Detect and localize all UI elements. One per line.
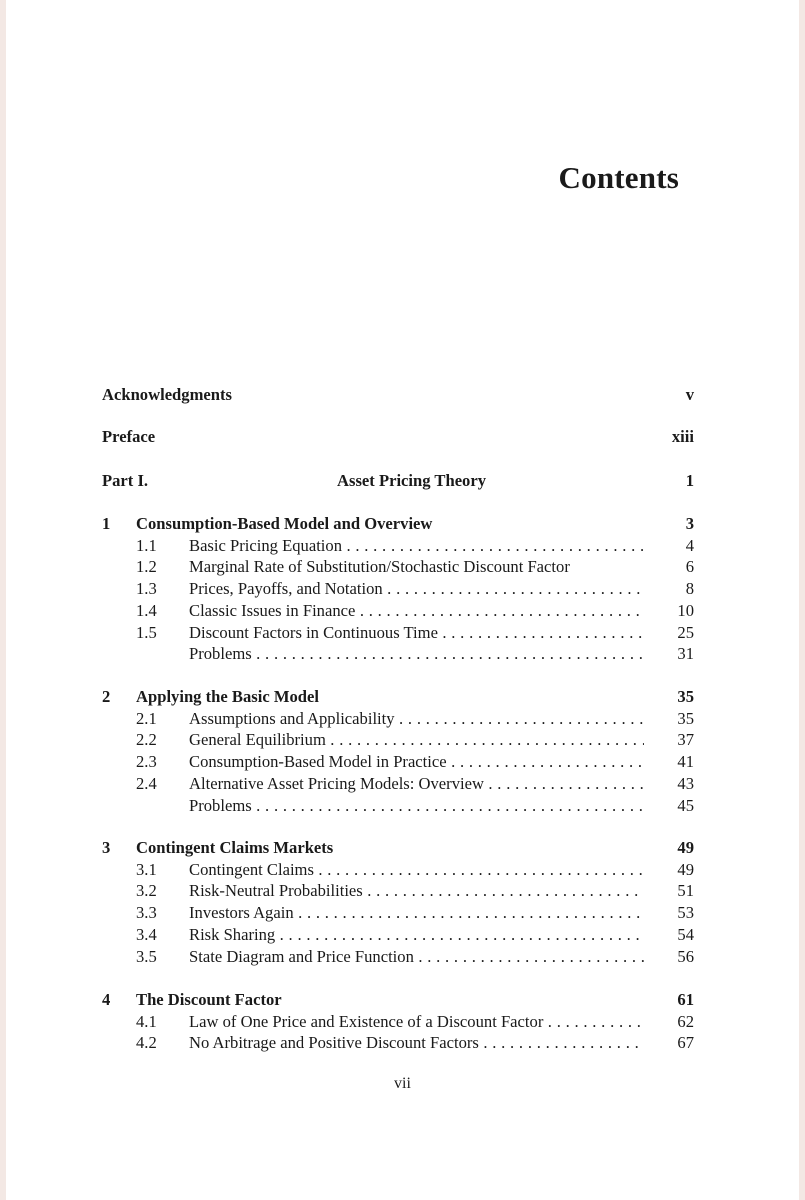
section-page: 43: [677, 773, 694, 793]
toc-chapter-1: [102, 513, 694, 535]
entry-label: Acknowledgments: [102, 385, 232, 404]
section-number: 2.2: [136, 730, 157, 750]
toc-section-entry: [102, 859, 694, 881]
chapter-page: 61: [677, 990, 694, 1009]
section-title: Risk-Neutral Probabilities . . .: [189, 880, 644, 902]
section-title: Risk Sharing . . .: [189, 924, 644, 946]
section-page: 8: [685, 579, 694, 599]
entry-label: Preface: [102, 427, 156, 446]
section-number: 1.2: [136, 557, 157, 577]
toc-section-entry: [102, 773, 694, 795]
section-page: 53: [677, 903, 694, 923]
section-number: 1.4: [136, 600, 157, 620]
toc-section-entry: [102, 924, 694, 946]
section-title: Investors Again . . .: [189, 902, 644, 924]
chapter-page: 49: [677, 838, 694, 857]
chapter-number: 4: [102, 990, 111, 1009]
part-label: Part I.: [102, 471, 149, 490]
section-number: 2.1: [136, 708, 157, 728]
section-number: 2.4: [136, 773, 157, 793]
part-title: Asset Pricing Theory: [337, 471, 487, 490]
section-number: 3.2: [136, 881, 157, 901]
section-page: 62: [677, 1011, 694, 1031]
toc-entry-preface: [102, 426, 694, 448]
toc-section-entry: [102, 946, 694, 968]
toc-chapter-4: [102, 989, 694, 1011]
section-number: 1.5: [136, 622, 157, 642]
chapter-title: Contingent Claims Markets: [136, 838, 334, 857]
toc-section-entry: [102, 600, 694, 622]
section-page: 35: [677, 708, 694, 728]
section-page: 54: [677, 924, 694, 944]
section-page: 51: [677, 881, 694, 901]
section-title: Contingent Claims . . .: [189, 859, 644, 881]
toc-entry-acknowledgments: [102, 384, 694, 406]
page-folio: vii: [394, 1075, 411, 1092]
section-page: 6: [685, 557, 694, 577]
toc-section-entry: [102, 622, 694, 644]
section-title: Basic Pricing Equation . . .: [189, 535, 644, 557]
section-number: 1.1: [136, 535, 157, 555]
section-page: 25: [677, 622, 694, 642]
chapter-number: 3: [102, 838, 111, 857]
section-number: 1.3: [136, 579, 157, 599]
toc-section-entry: [102, 729, 694, 751]
table-of-contents: [102, 0, 694, 1200]
section-title: Problems . . .: [189, 643, 644, 665]
section-title: Law of One Price and Existence of a Discount Factor . . .: [189, 1011, 644, 1033]
section-number: 3.1: [136, 859, 157, 879]
section-title: Discount Factors in Continuous Time . . .: [189, 622, 644, 644]
toc-part-heading: [102, 470, 694, 492]
toc-section-entry: [102, 578, 694, 600]
toc-section-entry: [102, 902, 694, 924]
chapter-title: Applying the Basic Model: [136, 687, 320, 706]
section-title: Problems . . .: [189, 795, 644, 817]
section-title: Classic Issues in Finance . . .: [189, 600, 644, 622]
entry-page: xiii: [671, 427, 694, 446]
section-page: 41: [677, 752, 694, 772]
section-number: 4.2: [136, 1033, 157, 1053]
section-number: 2.3: [136, 752, 157, 772]
toc-section-entry: [102, 795, 694, 817]
chapter-page: 35: [677, 687, 694, 706]
section-number: 3.5: [136, 946, 157, 966]
section-page: 56: [677, 946, 694, 966]
section-page: 4: [685, 535, 694, 555]
chapter-number: 1: [102, 514, 111, 533]
section-page: 45: [677, 795, 694, 815]
chapter-title: The Discount Factor: [136, 990, 282, 1009]
toc-section-entry: [102, 1011, 694, 1033]
part-page: 1: [685, 471, 694, 490]
entry-page: v: [685, 385, 694, 404]
section-number: 3.4: [136, 924, 157, 944]
toc-section-entry: [102, 556, 694, 578]
section-page: 49: [677, 859, 694, 879]
section-title: General Equilibrium . . .: [189, 729, 644, 751]
section-title: No Arbitrage and Positive Discount Factors . . .: [189, 1032, 644, 1054]
page-title: Contents: [558, 160, 679, 195]
toc-section-entry: [102, 880, 694, 902]
chapter-title: Consumption-Based Model and Overview: [136, 514, 433, 533]
book-page: [6, 0, 799, 1200]
toc-section-entry: [102, 1032, 694, 1054]
section-number: 3.3: [136, 903, 157, 923]
toc-chapter-2: [102, 686, 694, 708]
section-number: 4.1: [136, 1011, 157, 1031]
section-title: Marginal Rate of Substitution/Stochastic Discount Factor: [189, 557, 570, 577]
section-title: Alternative Asset Pricing Models: Overview . . .: [189, 773, 644, 795]
toc-section-entry: [102, 643, 694, 665]
section-title: State Diagram and Price Function . . .: [189, 946, 644, 968]
section-title: Prices, Payoffs, and Notation . . .: [189, 578, 644, 600]
section-page: 67: [677, 1033, 694, 1053]
section-page: 10: [677, 600, 694, 620]
toc-section-entry: [102, 708, 694, 730]
toc-section-entry: [102, 751, 694, 773]
chapter-number: 2: [102, 687, 111, 706]
section-page: 37: [677, 730, 694, 750]
toc-section-entry: [102, 535, 694, 557]
section-title: Consumption-Based Model in Practice . . .: [189, 751, 644, 773]
toc-chapter-3: [102, 837, 694, 859]
section-page: 31: [677, 644, 694, 664]
section-title: Assumptions and Applicability . . .: [189, 708, 644, 730]
chapter-page: 3: [685, 514, 694, 533]
